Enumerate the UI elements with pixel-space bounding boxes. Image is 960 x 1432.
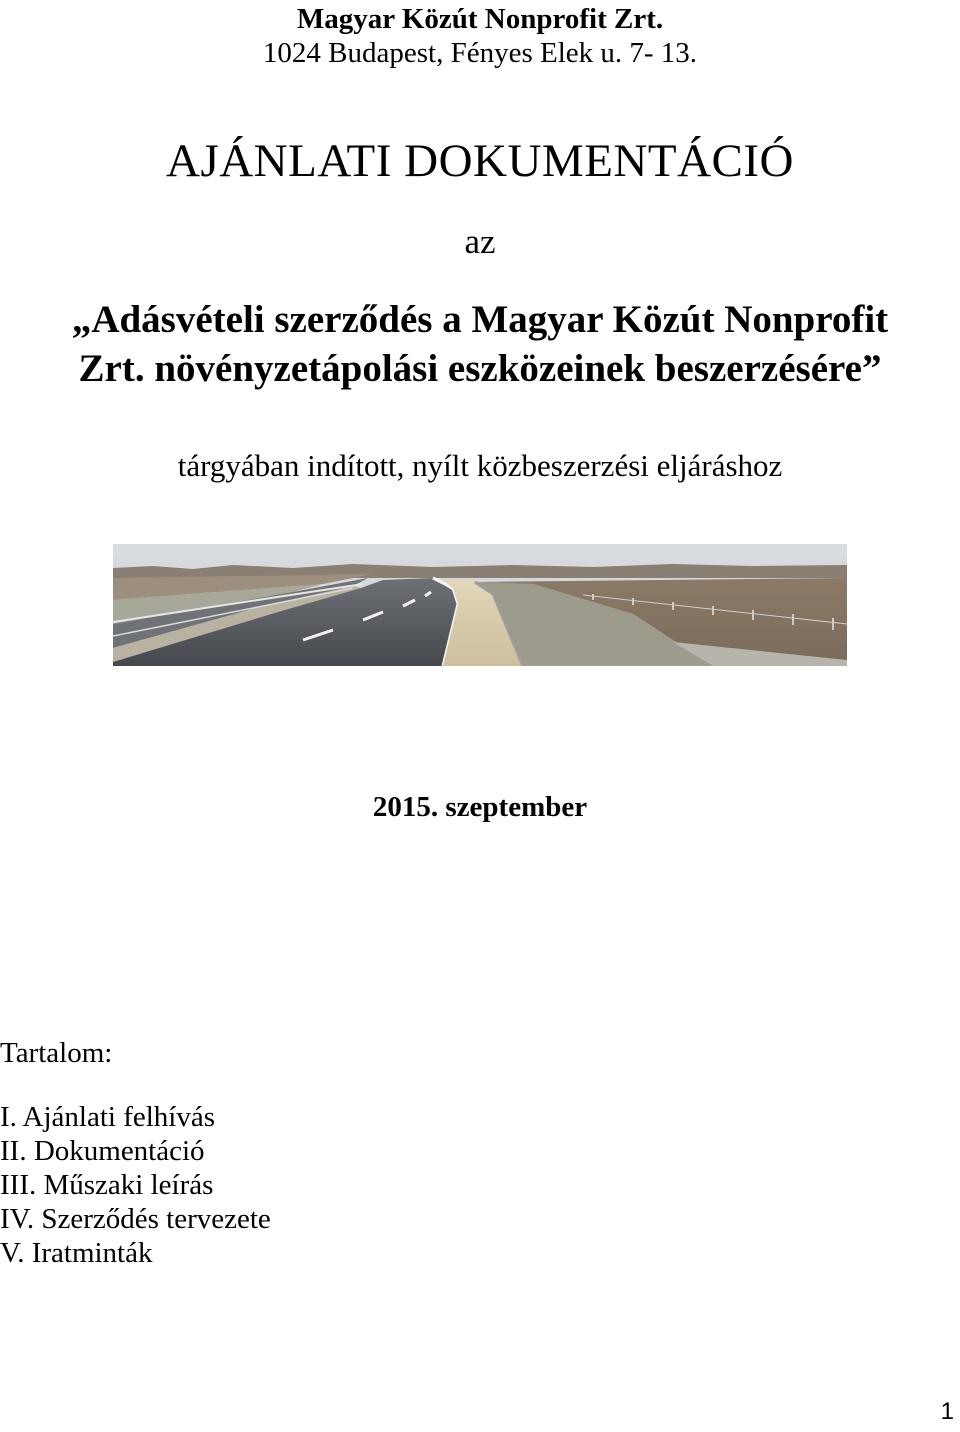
- subject-suffix: tárgyában indított, nyílt közbeszerzési eljáráshoz: [177, 448, 783, 483]
- organization-address: 1024 Budapest, Fényes Elek u. 7- 13.: [262, 37, 698, 69]
- title-article: az: [464, 222, 496, 261]
- toc-item: II. Dokumentáció: [0, 1135, 205, 1167]
- highway-road-photo: [113, 544, 847, 666]
- document-date: 2015. szeptember: [372, 791, 588, 823]
- toc-item: I. Ajánlati felhívás: [0, 1101, 216, 1133]
- document-title: AJÁNLATI DOKUMENTÁCIÓ: [166, 135, 794, 187]
- toc-list: [0, 1100, 271, 1270]
- toc-heading: Tartalom:: [0, 1037, 113, 1069]
- organization-name: Magyar Közút Nonprofit Zrt.: [296, 3, 664, 35]
- toc-item: V. Iratminták: [0, 1237, 153, 1269]
- table-of-contents: [0, 1036, 271, 1270]
- subject-line-2: Zrt. növényzetápolási eszközeinek beszerzésére”: [78, 347, 882, 390]
- toc-item: III. Műszaki leírás: [0, 1169, 214, 1201]
- subject-line-1: „Adásvételi szerződés a Magyar Közút Nonprofit: [71, 298, 889, 341]
- toc-item: IV. Szerződés tervezete: [0, 1203, 271, 1235]
- page-number: 1: [940, 1398, 954, 1425]
